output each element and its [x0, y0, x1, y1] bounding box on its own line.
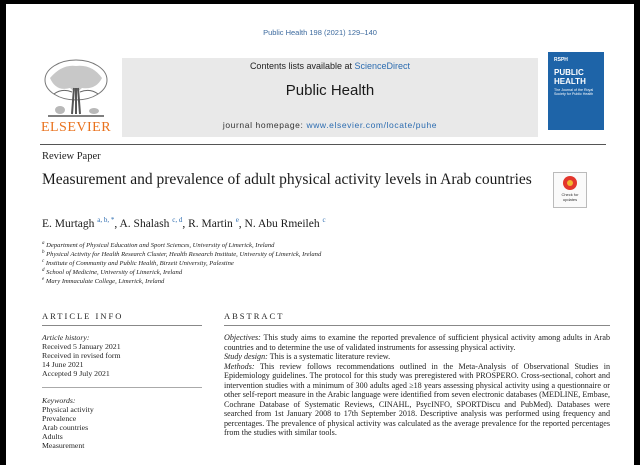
keyword: Physical activity [42, 405, 94, 414]
homepage-prefix: journal homepage: [222, 120, 304, 130]
affiliation-text: Department of Physical Education and Sport Sciences, University of Limerick, Ireland [46, 242, 275, 250]
abstract-rule [224, 325, 610, 326]
design-label: Study design: [224, 352, 268, 362]
author-name[interactable]: R. Martin [188, 217, 233, 230]
check-updates-label [554, 192, 586, 202]
history-label: Article history: [42, 333, 90, 342]
journal-masthead [122, 58, 538, 137]
author-name[interactable]: A. Shalash [119, 217, 170, 230]
affiliation-marker: c [42, 259, 45, 264]
cover-tagline: The Journal of the Royal Society for Public Health [554, 88, 594, 96]
affiliation-marker: d [42, 268, 45, 273]
keyword: Adults [42, 432, 63, 441]
journal-reference[interactable]: Public Health 198 (2021) 129–140 [263, 28, 377, 37]
keywords [42, 396, 182, 450]
keyword: Measurement [42, 441, 85, 450]
masthead-divider [40, 144, 606, 145]
contents-line [122, 61, 538, 71]
author-affil-link[interactable]: c, d [172, 216, 183, 224]
cover-title-line1: PUBLIC [554, 68, 584, 77]
author-name[interactable]: E. Murtagh [42, 217, 95, 230]
elsevier-wordmark: ELSEVIER [40, 120, 112, 135]
history-item: Received in revised form [42, 351, 121, 360]
check-updates-icon [563, 176, 577, 190]
affiliation-text: Physical Activity for Health Research Cluster, Health Research Institute, University of Limerick, Ireland [46, 251, 322, 259]
homepage-line [122, 120, 538, 130]
check-updates-line2: updates [562, 197, 578, 202]
abstract-design [224, 352, 610, 362]
author-separator: , [182, 217, 189, 230]
affiliation-text: Institute of Community and Public Health, Birzeit University, Palestine [45, 260, 234, 268]
affiliation-marker: a [42, 241, 45, 246]
objectives-text: This study aims to examine the reported prevalence of sufficient physical activity among adults in Arab countries and to determine the use of validated instruments for assessing physical activity. [224, 333, 610, 352]
history-item: 14 June 2021 [42, 360, 84, 369]
homepage-link[interactable]: www.elsevier.com/locate/puhe [306, 120, 438, 130]
journal-cover[interactable] [548, 52, 604, 130]
abstract-heading: ABSTRACT [224, 311, 285, 321]
article-history [42, 333, 182, 378]
methods-text: This review follows recommendations outlined in the Meta-Analysis of Observational Studies in Epidemiology guidelines. The protocol for this study was preregistered with PROSPERO. Cross-sectional, cohort and intervention studies with a minimum of 300 adults aged ≥18 years assessing physical activity using a questionnaire or other self-report measure in the Arabic language were identified from seven electronic databases (MEDLINE, Embase, Cochrane Database of Systematic Reviews, CINAHL, PsycINFO, SPORTDiscu and PubMed). Databases were searched from 1st January 2008 to 17th September 2018. Descriptive analysis was performed using frequency and percentages. The prevalence of physical activity was calculated as the average prevalence for the reported percentages from the studies with similar tools. [224, 361, 610, 438]
abstract-methods [224, 362, 610, 438]
affiliation [42, 276, 164, 286]
contents-prefix: Contents lists available at [249, 61, 352, 71]
keywords-label: Keywords: [42, 396, 76, 405]
history-item: Received 5 January 2021 [42, 342, 121, 351]
check-for-updates-button[interactable] [553, 172, 587, 208]
author-affil-link[interactable]: e [235, 216, 239, 224]
sciencedirect-link[interactable]: ScienceDirect [354, 61, 411, 71]
elsevier-tree-icon [42, 58, 110, 120]
article-info-heading: ARTICLE INFO [42, 311, 124, 321]
article-title: Measurement and prevalence of adult physical activity levels in Arab countries [42, 171, 532, 188]
methods-label: Methods: [224, 361, 255, 371]
author-list [42, 216, 326, 230]
elsevier-logo [38, 58, 114, 136]
cover-title [554, 68, 586, 86]
affiliation-marker: b [42, 250, 45, 255]
author-separator: , [238, 217, 245, 230]
author-affil-link[interactable]: a, b, * [97, 216, 115, 224]
abstract-body [224, 333, 610, 438]
author-affil-link[interactable]: c [322, 216, 326, 224]
affiliation-marker: e [42, 277, 45, 282]
paper-type: Review Paper [42, 151, 101, 162]
affiliation-text: School of Medicine, University of Limerick, Ireland [46, 269, 183, 277]
abstract-objectives [224, 333, 610, 352]
history-divider [42, 387, 202, 388]
objectives-label: Objectives: [224, 333, 261, 342]
cover-title-line2: HEALTH [554, 77, 586, 86]
affiliation-text: Mary Immaculate College, Limerick, Ireland [45, 278, 165, 286]
keyword: Prevalence [42, 414, 77, 423]
keyword: Arab countries [42, 423, 89, 432]
history-item: Accepted 9 July 2021 [42, 369, 110, 378]
article-info-rule [42, 325, 202, 326]
author-separator: , [114, 217, 120, 230]
journal-name: Public Health [285, 82, 375, 99]
author-name[interactable]: N. Abu Rmeileh [244, 217, 320, 230]
design-text: This is a systematic literature review. [269, 352, 391, 362]
document-page [6, 4, 634, 465]
check-updates-line1: Check for [561, 192, 579, 197]
cover-org: RSPH [554, 57, 568, 63]
